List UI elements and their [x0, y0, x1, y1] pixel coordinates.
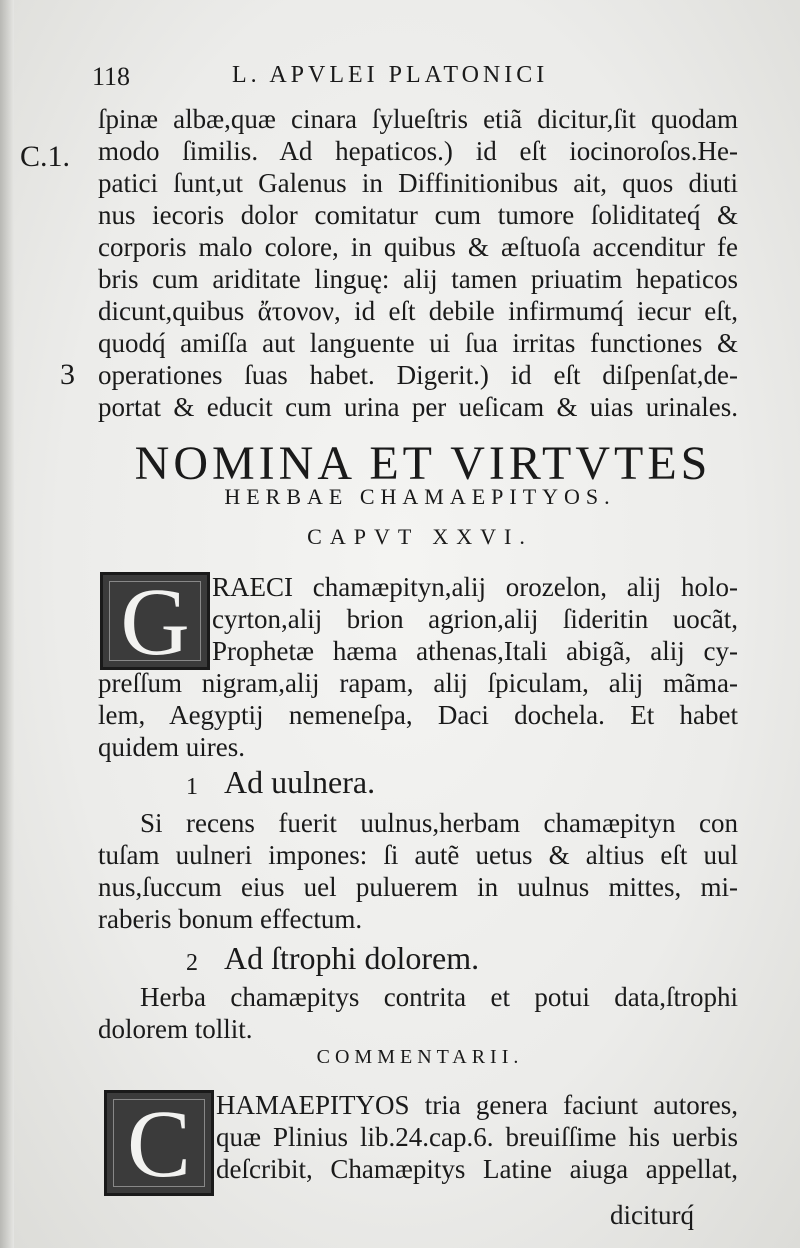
text-line: raberis bonum effectum. [98, 904, 363, 934]
margin-note-3: 3 [60, 358, 75, 391]
section-heading-2: Ad ſtrophi dolorem. [224, 940, 480, 976]
commentary-heading: COMMENTARII. [316, 1046, 524, 1068]
text-line: ſpinæ albæ,quæ cinara ſylueſtris etiã dicitur,ſit quodam [98, 104, 738, 134]
text-line: cyrton,alij brion agrion,alij ſideritin uocãt, [212, 604, 738, 634]
initial-letter: C [126, 1089, 192, 1197]
text-line: nus iecoris dolor comitatur cum tumore ſoliditateq́ & [98, 200, 738, 230]
catchword: diciturq́ [610, 1200, 694, 1230]
text-line: deſcribit, Chamæpitys Latine aiuga appellat, [216, 1154, 738, 1184]
initial-letter: G [120, 567, 190, 675]
text-line: operationes ſuas habet. Digerit.) id eſt diſpenſat,de- [98, 360, 738, 390]
chapter-subtitle: HERBAE CHAMAEPITYOS. [224, 484, 616, 509]
text-line: dicunt,quibus ἄτονον, id eſt debile infirmumq́ iecur eſt, [98, 296, 738, 326]
running-title: L. APVLEI PLATONICI [232, 62, 549, 88]
decorated-initial-g [100, 567, 210, 675]
text-line: bris cum ariditate linguę: alij tamen priuatim hepaticos [98, 264, 738, 294]
page-spine-shadow [0, 0, 14, 1248]
section-heading-1: Ad uulnera. [224, 764, 376, 800]
decorated-initial-c [104, 1090, 214, 1196]
text-line: portat & educit cum urina per ueſicam & uias urinales. [98, 392, 738, 422]
text-line: tuſam uulneri impones: ſi autẽ uetus & altius eſt uul [98, 840, 738, 870]
text-line: Herba chamæpitys contrita et potui data,ſtrophi [140, 982, 738, 1012]
text-line: patici ſunt,ut Galenus in Diffinitionibus ait, quos diuti [98, 168, 738, 198]
text-line: dolorem tollit. [98, 1014, 253, 1044]
text-line: quidem uires. [98, 732, 245, 762]
text-line: HAMAEPITYOS tria genera faciunt autores, [216, 1090, 738, 1120]
text-line: preſſum nigram,alij rapam, alij ſpiculam, alij mãma- [98, 668, 738, 698]
text-line: lem, Aegyptij nemeneſpa, Daci dochela. Et habet [98, 700, 738, 730]
text-line: quæ Plinius lib.24.cap.6. breuiſſime his uerbis [216, 1122, 738, 1152]
page-number: 118 [92, 62, 131, 91]
text-line: quodq́ amiſſa aut languente ui ſua irritas functiones & [98, 328, 738, 358]
running-header [92, 62, 752, 102]
text-line: Prophetæ hæma athenas,Itali abigã, alij cy- [212, 636, 738, 666]
text-line: corporis malo colore, in quibus & æſtuoſa accenditur fe [98, 232, 738, 262]
section-number-1: 1 [186, 774, 198, 800]
text-line: RAECI chamæpityn,alij orozelon, alij holo- [212, 572, 738, 602]
chapter-title: NOMINA ET VIRTVTES [134, 437, 712, 490]
initial-ornament-frame [113, 1099, 205, 1187]
text-line: nus,ſuccum eius uel puluerem in uulnus mittes, mi- [98, 872, 738, 902]
section-number-2: 2 [186, 950, 198, 976]
margin-note-c: C.1. [20, 140, 71, 173]
text-line: modo ſimilis. Ad hepaticos.) id eſt iocinoroſos.He- [98, 136, 738, 166]
chapter-number: CAPVT XXVI. [307, 524, 533, 549]
text-line: Si recens fuerit uulnus,herbam chamæpityn con [140, 808, 738, 838]
initial-ornament-frame [109, 581, 201, 661]
